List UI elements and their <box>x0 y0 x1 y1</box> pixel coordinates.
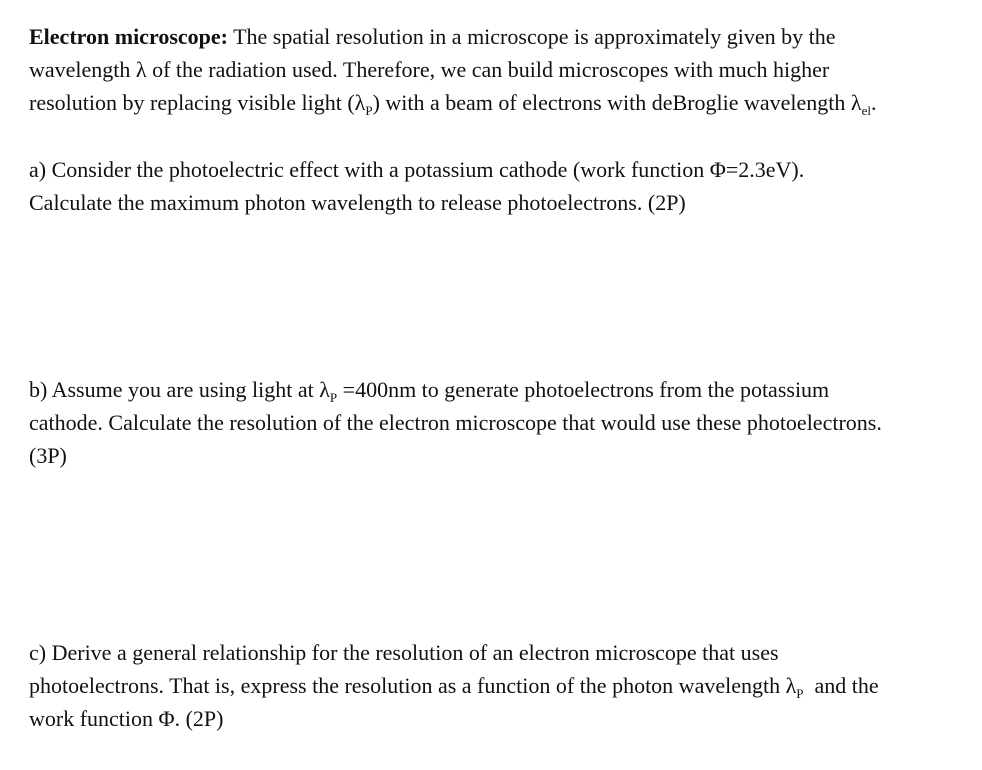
intro-line-1 <box>29 20 969 53</box>
question-c-line-2-a: photoelectrons. That is, express the resolution as a function of the photon wavelength λ <box>29 673 797 698</box>
intro-bold-label: Electron microscope: <box>29 24 228 49</box>
question-a-line-1: a) Consider the photoelectric effect with a potassium cathode (work function Φ=2.3eV). <box>29 157 805 182</box>
subscript-p: P <box>365 103 373 118</box>
subscript-p: P <box>796 686 804 701</box>
question-b-line-2: cathode. Calculate the resolution of the electron microscope that would use these photoelectrons. <box>29 410 882 435</box>
question-b-line-1 <box>29 373 969 406</box>
subscript-p: P <box>329 390 338 405</box>
question-b <box>29 373 969 472</box>
intro-line-3 <box>29 86 969 119</box>
question-c-line-3: work function Φ. (2P) <box>29 706 224 731</box>
question-b-line-3: (3P) <box>29 443 67 468</box>
intro-line-3-a: resolution by replacing visible light (λ <box>29 90 366 115</box>
question-a-line-2: Calculate the maximum photon wavelength to release photoelectrons. (2P) <box>29 190 686 215</box>
question-c-line-1: c) Derive a general relationship for the resolution of an electron microscope that uses <box>29 640 779 665</box>
question-c <box>29 636 969 735</box>
intro-line-2: wavelength λ of the radiation used. Therefore, we can build microscopes with much higher <box>29 57 830 82</box>
problem-sheet <box>29 20 969 735</box>
intro-line-3-end: . <box>870 90 877 115</box>
question-c-line-2-b: and the <box>803 673 879 698</box>
intro-line-1-text: The spatial resolution in a microscope is approximately given by the <box>227 24 836 49</box>
question-b-line-1-b: =400nm to generate photoelectrons from the potassium <box>337 377 830 402</box>
subscript-el: el <box>861 103 871 118</box>
intro-paragraph <box>29 20 969 119</box>
intro-line-3-b: ) with a beam of electrons with deBroglie wavelength λ <box>372 90 862 115</box>
question-c-line-2 <box>29 669 969 702</box>
question-b-line-1-a: b) Assume you are using light at λ <box>29 377 330 402</box>
question-a <box>29 153 969 219</box>
